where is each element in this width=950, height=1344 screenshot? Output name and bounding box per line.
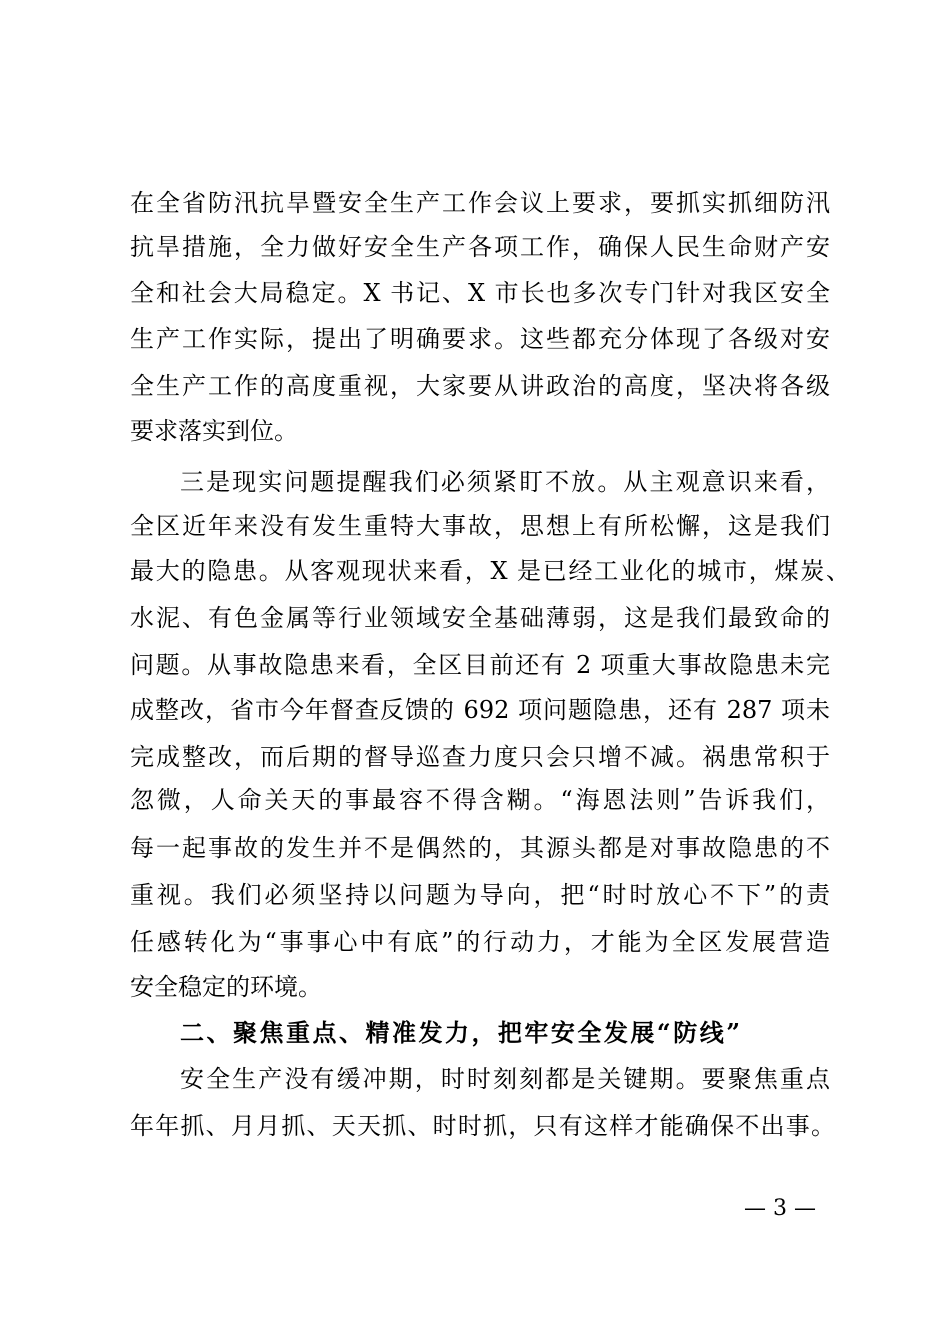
- line-text: 要求落实到位。: [130, 417, 298, 445]
- line-text: 完成整改，而后期的督导巡查力度只会只增不减。祸患常积于: [130, 743, 830, 771]
- line-text: 问题。从事故隐患来看，全区目前还有 2 项重大事故隐患未完: [130, 651, 830, 679]
- text-line: [0, 828, 950, 868]
- text-line: [0, 1059, 950, 1099]
- line-text: 任感转化为“事事心中有底”的行动力，才能为全区发展营造: [130, 928, 830, 956]
- text-line: [0, 598, 950, 638]
- line-text: 全区近年来没有发生重特大事故，思想上有所松懈，这是我们: [130, 512, 830, 540]
- line-text: 全和社会大局稳定。X 书记、X 市长也多次专门针对我区安全: [130, 279, 830, 307]
- line-text: 水泥、有色金属等行业领域安全基础薄弱，这是我们最致命的: [130, 604, 830, 632]
- text-line: [0, 1106, 950, 1146]
- text-line: [0, 462, 950, 502]
- line-text: 生产工作实际，提出了明确要求。这些都充分体现了各级对安: [130, 325, 830, 353]
- heading-text: 二、聚焦重点、精准发力，把牢安全发展“防线”: [180, 1018, 740, 1047]
- text-line: [0, 551, 950, 591]
- line-text: 年年抓、月月抓、天天抓、时时抓，只有这样才能确保不出事。: [130, 1112, 835, 1140]
- line-text: 忽微，人命关天的事最容不得含糊。“海恩法则”告诉我们，: [130, 786, 830, 814]
- text-line: [0, 273, 950, 313]
- text-line: [0, 922, 950, 962]
- section-heading: [0, 1013, 950, 1053]
- text-line: [0, 366, 950, 406]
- text-line: [0, 967, 950, 1007]
- line-text: 抗旱措施，全力做好安全生产各项工作，确保人民生命财产安: [130, 233, 830, 261]
- line-text: 每一起事故的发生并不是偶然的，其源头都是对事故隐患的不: [130, 834, 830, 862]
- text-line: [0, 780, 950, 820]
- line-text: 安全生产没有缓冲期，时时刻刻都是关键期。要聚焦重点: [180, 1065, 830, 1093]
- text-line: [0, 183, 950, 223]
- line-text: 全生产工作的高度重视，大家要从讲政治的高度，坚决将各级: [130, 372, 830, 400]
- text-line: [0, 690, 950, 730]
- text-line: [0, 875, 950, 915]
- page-number: — 3 —: [744, 1196, 816, 1221]
- text-line: [0, 319, 950, 359]
- line-text: 在全省防汛抗旱暨安全生产工作会议上要求，要抓实抓细防汛: [130, 189, 830, 217]
- line-text: 最大的隐患。从客观现状来看，X 是已经工业化的城市，煤炭、: [130, 557, 850, 585]
- text-line: [0, 645, 950, 685]
- text-line: [0, 737, 950, 777]
- text-line: [0, 506, 950, 546]
- line-text: 安全稳定的环境。: [130, 973, 322, 1001]
- text-line: [0, 411, 950, 451]
- text-line: [0, 227, 950, 267]
- line-text: 成整改，省市今年督查反馈的 692 项问题隐患，还有 287 项未: [130, 696, 830, 724]
- line-text: 重视。我们必须坚持以问题为导向，把“时时放心不下”的责: [130, 881, 830, 909]
- line-text: 三是现实问题提醒我们必须紧盯不放。从主观意识来看，: [180, 468, 830, 496]
